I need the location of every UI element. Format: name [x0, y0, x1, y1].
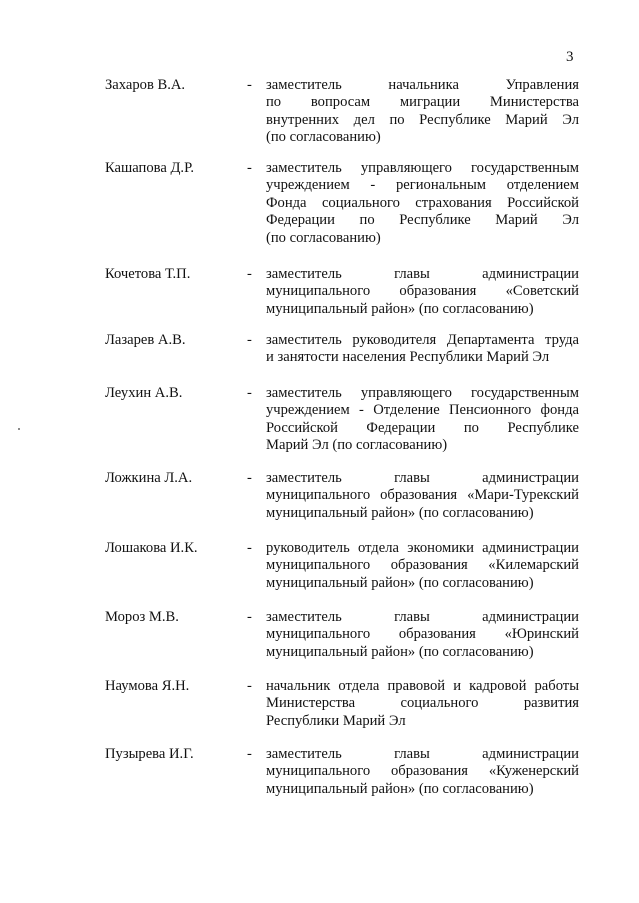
- member-position-line: муниципального образования «Куженерский: [266, 763, 579, 780]
- member-name: Леухин А.В.: [105, 385, 183, 401]
- member-name: Наумова Я.Н.: [105, 678, 190, 694]
- member-dash: -: [247, 540, 252, 556]
- member-position-line: Российской Федерации по Республике: [266, 419, 579, 436]
- member-position: [266, 266, 579, 318]
- member-name: Кашапова Д.Р.: [105, 160, 195, 176]
- member-name: Мороз М.В.: [105, 609, 179, 625]
- member-dash: -: [247, 470, 252, 486]
- member-position-line: заместитель главы администрации: [266, 266, 579, 282]
- member-dash: -: [247, 678, 252, 694]
- member-entry: [0, 609, 639, 661]
- member-position: [266, 470, 579, 522]
- member-entry: [0, 332, 639, 367]
- member-entry: [0, 540, 639, 592]
- member-position-line: муниципального образования «Килемарский: [266, 557, 579, 574]
- member-position-line: муниципального образования «Мари-Турекский: [266, 487, 579, 504]
- member-position-line: Фонда социального страхования Российской: [266, 194, 579, 211]
- member-position-line: муниципальный район» (по согласованию): [266, 574, 534, 591]
- member-position-line: заместитель управляющего государственным: [266, 385, 579, 401]
- member-position-line: заместитель главы администрации: [266, 470, 579, 486]
- member-position-line: (по согласованию): [266, 229, 381, 246]
- member-name: Захаров В.А.: [105, 77, 186, 93]
- page-number: 3: [566, 49, 574, 65]
- member-name: Ложкина Л.А.: [105, 470, 193, 486]
- member-entry: [0, 470, 639, 522]
- member-position: [266, 385, 579, 455]
- member-position: [266, 609, 579, 661]
- member-position: [266, 540, 579, 592]
- member-dash: -: [247, 77, 252, 93]
- member-dash: -: [247, 266, 252, 282]
- member-position-line: учреждением - региональным отделением: [266, 177, 579, 194]
- member-dash: -: [247, 609, 252, 625]
- member-position-line: муниципальный район» (по согласованию): [266, 504, 534, 521]
- member-name: Лошакова И.К.: [105, 540, 198, 556]
- member-position-line: заместитель главы администрации: [266, 609, 579, 625]
- member-dash: -: [247, 746, 252, 762]
- member-position-line: муниципальный район» (по согласованию): [266, 780, 534, 797]
- member-dash: -: [247, 160, 252, 176]
- member-position-line: муниципального образования «Советский: [266, 283, 579, 300]
- member-position-line: муниципальный район» (по согласованию): [266, 300, 534, 317]
- member-position-line: (по согласованию): [266, 129, 381, 146]
- member-position-line: муниципального образования «Юринский: [266, 626, 579, 643]
- member-entry: [0, 385, 639, 455]
- member-position-line: муниципальный район» (по согласованию): [266, 643, 534, 660]
- member-position-line: Марий Эл (по согласованию): [266, 437, 448, 454]
- member-position-line: заместитель управляющего государственным: [266, 160, 579, 176]
- member-position-line: Министерства социального развития: [266, 695, 579, 712]
- member-position-line: внутренних дел по Республике Марий Эл: [266, 111, 579, 128]
- member-dash: -: [247, 385, 252, 401]
- member-name: Пузырева И.Г.: [105, 746, 194, 762]
- member-position-line: заместитель начальника Управления: [266, 77, 579, 93]
- member-position-line: начальник отдела правовой и кадровой работы: [266, 678, 579, 694]
- member-name: Лазарев А.В.: [105, 332, 186, 348]
- member-entry: [0, 678, 639, 730]
- member-position: [266, 160, 579, 247]
- member-entry: [0, 160, 639, 247]
- member-name: Кочетова Т.П.: [105, 266, 191, 282]
- member-position: [266, 332, 579, 367]
- member-entry: [0, 266, 639, 318]
- member-position-line: Республики Марий Эл: [266, 712, 406, 729]
- member-entry: [0, 746, 639, 798]
- member-dash: -: [247, 332, 252, 348]
- member-position: [266, 678, 579, 730]
- member-position-line: заместитель руководителя Департамента труда: [266, 332, 579, 348]
- member-position-line: и занятости населения Республики Марий Эл: [266, 349, 550, 366]
- member-position-line: Федерации по Республике Марий Эл: [266, 212, 579, 229]
- member-position: [266, 77, 579, 147]
- member-position: [266, 746, 579, 798]
- member-position-line: заместитель главы администрации: [266, 746, 579, 762]
- member-position-line: руководитель отдела экономики администрации: [266, 540, 579, 556]
- member-position-line: по вопросам миграции Министерства: [266, 94, 579, 111]
- member-position-line: учреждением - Отделение Пенсионного фонда: [266, 402, 579, 419]
- member-entry: [0, 77, 639, 147]
